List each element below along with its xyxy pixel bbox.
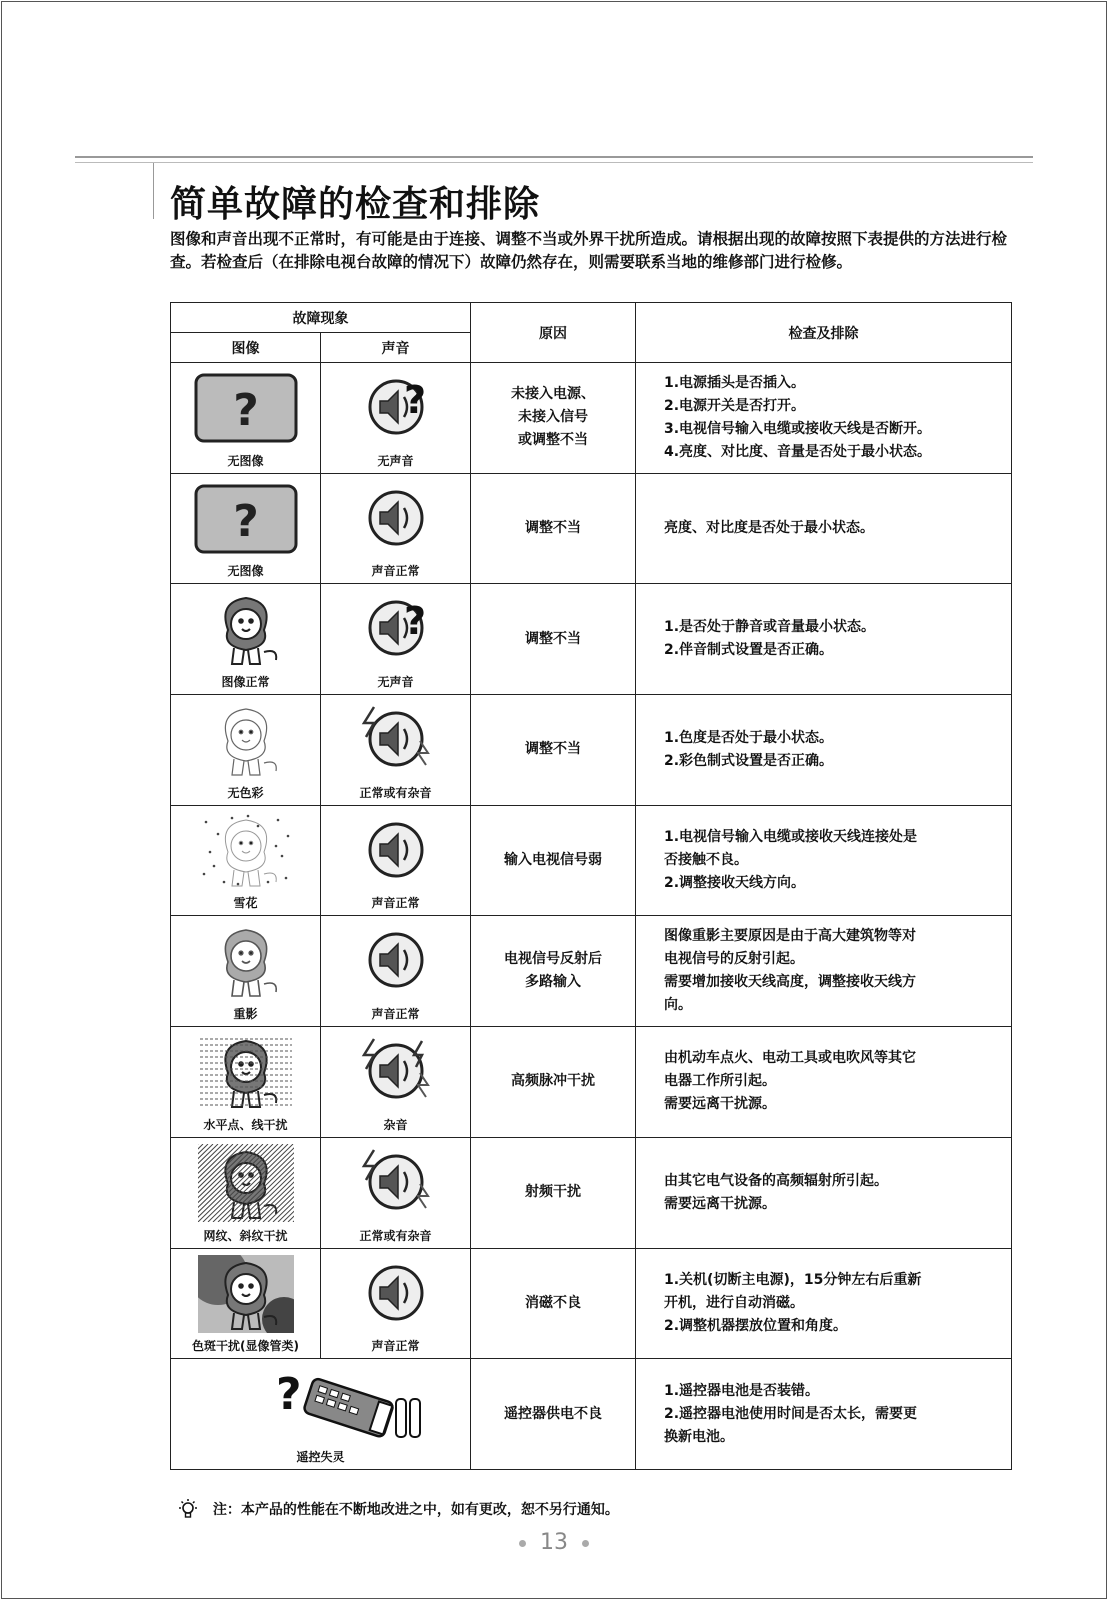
- fix-line: 向。: [664, 997, 692, 1014]
- image-label: 网纹、斜纹干扰: [203, 1228, 288, 1243]
- table-row: [171, 363, 1012, 474]
- table-row: [171, 695, 1012, 806]
- page-dot-left: [519, 1540, 526, 1547]
- footnote-text: 注：本产品的性能在不断地改进之中，如有更改，恕不另行通知。: [212, 1502, 619, 1518]
- image-cell: [171, 473, 321, 584]
- sound-cell: [321, 695, 471, 806]
- sound-label: 杂音: [383, 1117, 408, 1132]
- fix-line: 由其它电气设备的高频辐射所引起。: [664, 1172, 888, 1189]
- fix-cell: [636, 473, 1012, 584]
- cause-cell: [471, 473, 636, 584]
- cause-cell: [471, 1248, 636, 1359]
- page-dot-right: [582, 1540, 589, 1547]
- fix-line: 1.电源插头是否插入。: [664, 374, 806, 391]
- header-fix: 检查及排除: [636, 303, 1012, 363]
- image-label: 图像正常: [221, 675, 270, 690]
- header-sound: 声音: [321, 333, 471, 363]
- fix-line: 否接触不良。: [664, 852, 748, 869]
- sound-cell: [321, 916, 471, 1027]
- troubleshooting-table: [170, 302, 1012, 1470]
- cause-line: 或调整不当: [518, 432, 588, 449]
- image-label: 重影: [233, 1007, 258, 1022]
- lion-snow-icon: [198, 875, 294, 894]
- image-cell: [171, 695, 321, 806]
- sound-label: 声音正常: [371, 564, 420, 579]
- fix-cell: [636, 805, 1012, 916]
- sound-label: 声音正常: [371, 1007, 420, 1022]
- fix-line: 2.调整机器摆放位置和角度。: [664, 1317, 848, 1334]
- cause-line: 调整不当: [525, 630, 581, 647]
- fix-cell: [636, 584, 1012, 695]
- fix-line: 需要增加接收天线高度，调整接收天线方: [664, 974, 916, 991]
- sound-cell: [321, 473, 471, 584]
- fix-line: 1.关机(切断主电源)，15分钟左右后重新: [664, 1271, 922, 1288]
- fix-line: 2.彩色制式设置是否正确。: [664, 752, 834, 769]
- remote-control-icon: [206, 1369, 436, 1449]
- tv-question-icon: [191, 385, 301, 451]
- fix-cell: [636, 1359, 1012, 1470]
- fix-line: 电视信号的反射引起。: [664, 951, 804, 968]
- table-row: [171, 473, 1012, 584]
- speaker-normal-icon: [356, 537, 436, 556]
- lion-colorspot-icon: [198, 1318, 294, 1337]
- image-cell: [171, 1027, 321, 1138]
- fix-line: 电器工作所引起。: [664, 1073, 776, 1090]
- image-cell: [171, 1248, 321, 1359]
- header-image: 图像: [171, 333, 321, 363]
- sound-cell: [321, 363, 471, 474]
- fix-line: 由机动车点火、电动工具或电吹风等其它: [664, 1050, 916, 1067]
- cause-line: 调整不当: [525, 741, 581, 758]
- table-row: [171, 584, 1012, 695]
- image-label: 无图像: [227, 564, 264, 579]
- svg-text:?: ?: [403, 599, 426, 644]
- sound-label: 正常或有杂音: [359, 785, 432, 800]
- cause-line: 调整不当: [525, 520, 581, 537]
- footnote: [176, 1498, 619, 1522]
- speaker-noise-icon: [356, 758, 436, 777]
- speaker-question-icon: [356, 378, 436, 445]
- sound-label: 声音正常: [371, 896, 420, 911]
- fix-line: 3.电视信号输入电缆或接收天线是否断开。: [664, 420, 932, 437]
- lion-hlines-icon: [198, 1096, 294, 1115]
- speaker-normal-icon: [356, 869, 436, 888]
- image-label: 水平点、线干扰: [203, 1117, 288, 1132]
- speaker-question-icon: [356, 599, 436, 666]
- cause-cell: [471, 916, 636, 1027]
- fix-cell: [636, 916, 1012, 1027]
- cause-line: 未接入信号: [518, 409, 588, 426]
- svg-text:?: ?: [232, 495, 259, 547]
- page-number: [0, 1530, 1108, 1555]
- cause-cell: [471, 584, 636, 695]
- cause-cell: [471, 1359, 636, 1470]
- fix-cell: [636, 1137, 1012, 1248]
- fix-cell: [636, 1027, 1012, 1138]
- cause-cell: [471, 805, 636, 916]
- sound-label: 声音正常: [371, 1339, 420, 1354]
- lion-diagonal-icon: [198, 1207, 294, 1226]
- fix-line: 1.遥控器电池是否装错。: [664, 1382, 820, 1399]
- page-title: 简单故障的检查和排除: [170, 184, 541, 225]
- image-cell: [171, 916, 321, 1027]
- header-cause: 原因: [471, 303, 636, 363]
- sound-label: 无声音: [377, 675, 414, 690]
- lion-nocolor-icon: [198, 764, 294, 783]
- svg-text:?: ?: [403, 378, 426, 422]
- fix-line: 2.伴音制式设置是否正确。: [664, 642, 834, 659]
- table-row: [171, 1027, 1012, 1138]
- sound-cell: [321, 1027, 471, 1138]
- cause-line: 消磁不良: [525, 1294, 581, 1311]
- fix-line: 图像重影主要原因是由于高大建筑物等对: [664, 928, 916, 945]
- intro-paragraph: 图像和声音出现不正常时，有可能是由于连接、调整不当或外界干扰所造成。请根据出现的故障按照下表提供的方法进行检查。若检查后（在排除电视台故障的情况下）故障仍然存在，则需要联系当地的维修部门进行检修。: [170, 230, 1008, 271]
- image-label: 雪花: [233, 896, 258, 911]
- table-row: [171, 1359, 1012, 1470]
- sound-label: 正常或有杂音: [359, 1228, 432, 1243]
- fix-line: 1.是否处于静音或音量最小状态。: [664, 619, 876, 636]
- table-row: [171, 916, 1012, 1027]
- speaker-noise-icon: [356, 1201, 436, 1220]
- sound-cell: [321, 1137, 471, 1248]
- fix-line: 需要远离干扰源。: [664, 1096, 776, 1113]
- svg-text:?: ?: [275, 1369, 302, 1421]
- fix-line: 2.电源开关是否打开。: [664, 397, 806, 414]
- table-row: [171, 1137, 1012, 1248]
- fix-line: 亮度、对比度是否处于最小状态。: [664, 520, 874, 537]
- cause-line: 高频脉冲干扰: [511, 1073, 595, 1090]
- cause-line: 遥控器供电不良: [504, 1405, 602, 1422]
- fix-line: 1.电视信号输入电缆或接收天线连接处是: [664, 829, 918, 846]
- fix-cell: [636, 695, 1012, 806]
- sound-label: 无声音: [377, 453, 414, 468]
- image-label: 色斑干扰(显像管类): [192, 1339, 299, 1354]
- sound-cell: [321, 805, 471, 916]
- cause-line: 射频干扰: [525, 1184, 581, 1201]
- lion-normal-icon: [198, 653, 294, 672]
- speaker-normal-icon: [356, 979, 436, 998]
- cause-cell: [471, 1137, 636, 1248]
- fix-line: 1.色度是否处于最小状态。: [664, 729, 834, 746]
- header-rule-thin: [75, 162, 1033, 163]
- lightbulb-icon: [176, 1498, 200, 1522]
- fix-line: 2.调整接收天线方向。: [664, 875, 806, 892]
- table-row: [171, 1248, 1012, 1359]
- cause-line: 电视信号反射后: [504, 951, 602, 968]
- tv-question-icon: [191, 495, 301, 562]
- cause-cell: [471, 363, 636, 474]
- speaker-lightning-icon: [356, 1090, 436, 1109]
- fix-cell: [636, 1248, 1012, 1359]
- cause-line: 未接入电源、: [511, 386, 595, 403]
- table-row: [171, 805, 1012, 916]
- image-cell: [171, 584, 321, 695]
- title-rule: [153, 163, 154, 219]
- page-number-text: 13: [540, 1530, 568, 1555]
- image-cell: [171, 363, 321, 474]
- image-label: 无图像: [227, 453, 264, 468]
- fix-line: 换新电池。: [664, 1428, 734, 1445]
- sound-cell: [321, 1248, 471, 1359]
- image-cell: [171, 1137, 321, 1248]
- fix-cell: [636, 363, 1012, 474]
- image-cell: [171, 805, 321, 916]
- cause-cell: [471, 695, 636, 806]
- fix-line: 开机，进行自动消磁。: [664, 1294, 804, 1311]
- sound-cell: [321, 584, 471, 695]
- image-label: 遥控失灵: [296, 1450, 345, 1464]
- fix-line: 2.遥控器电池使用时间是否太长，需要更: [664, 1405, 918, 1422]
- header-phenomenon: 故障现象: [171, 303, 471, 333]
- image-label: 无色彩: [227, 785, 264, 800]
- fix-line: 需要远离干扰源。: [664, 1195, 776, 1212]
- speaker-normal-icon: [356, 1312, 436, 1331]
- svg-text:?: ?: [232, 385, 259, 436]
- lion-ghost-icon: [198, 985, 294, 1004]
- fix-line: 4.亮度、对比度、音量是否处于最小状态。: [664, 443, 932, 460]
- image-cell: [171, 1359, 471, 1470]
- cause-line: 输入电视信号弱: [504, 852, 602, 869]
- header-rule: [75, 156, 1033, 158]
- cause-line: 多路输入: [525, 974, 581, 991]
- cause-cell: [471, 1027, 636, 1138]
